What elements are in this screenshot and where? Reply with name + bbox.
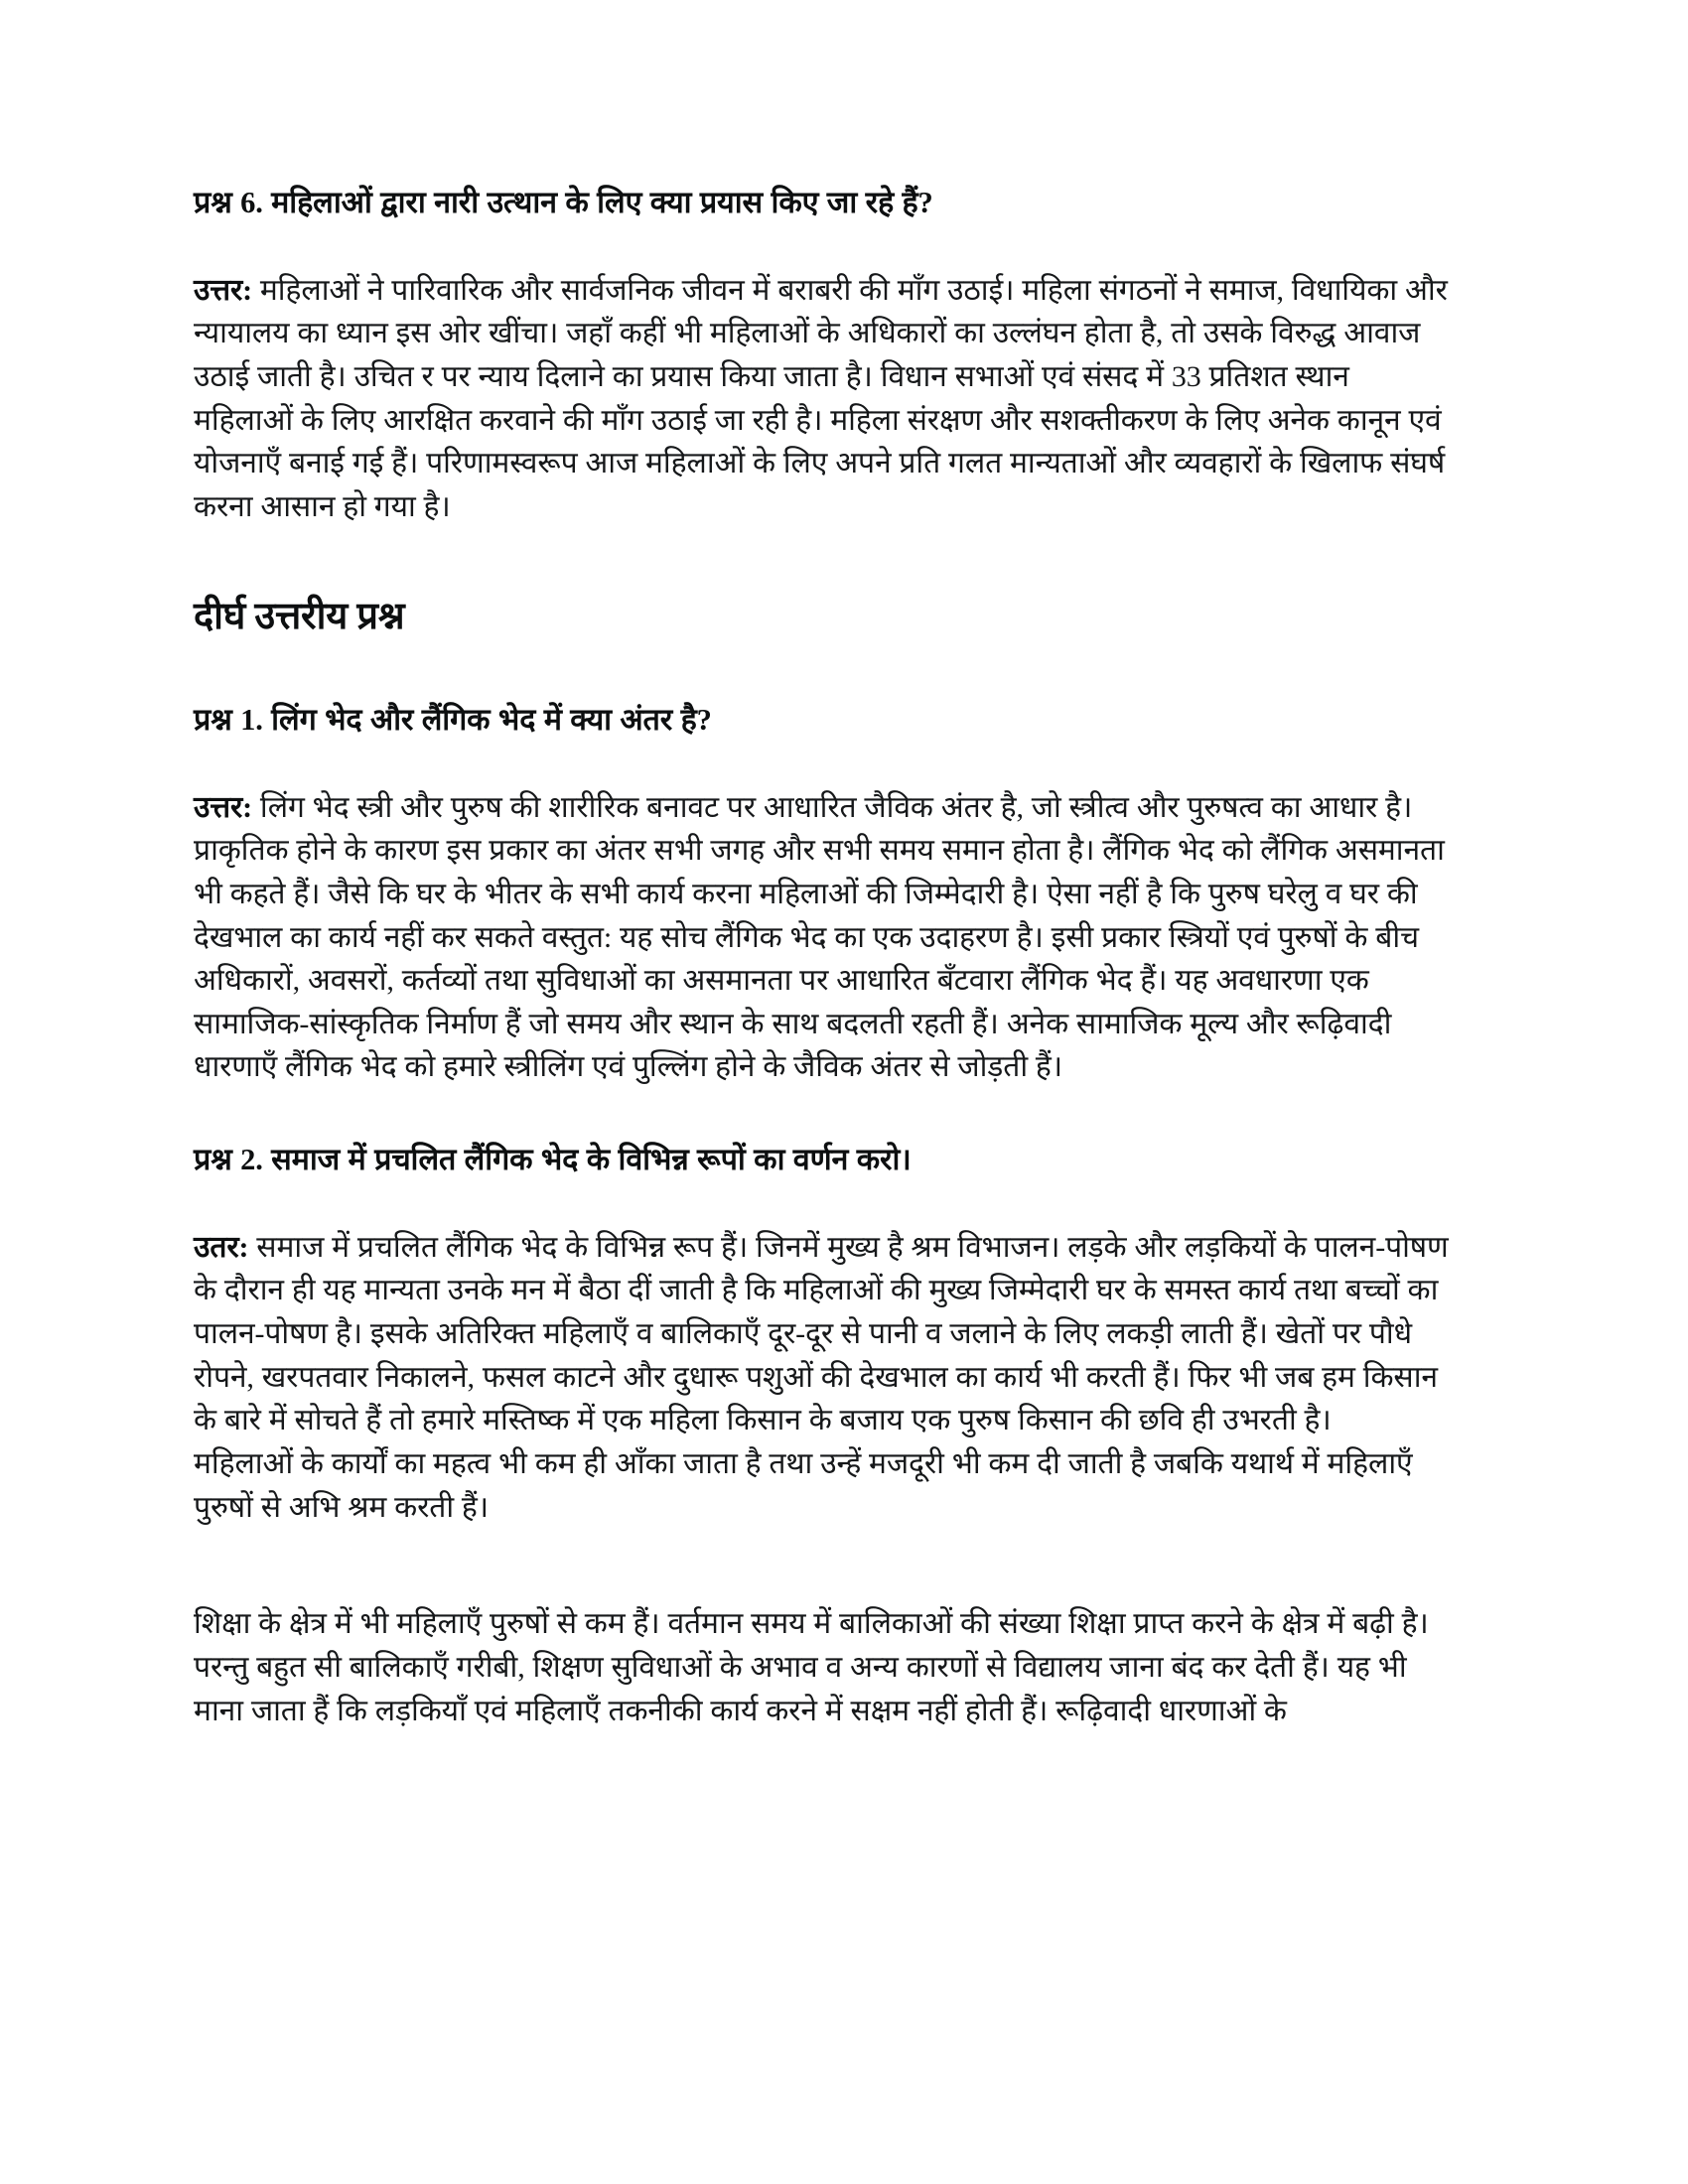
answer-1 [194, 786, 1450, 1089]
answer-6-label: उत्तर: [194, 273, 253, 307]
answer-2-label: उतर: [194, 1230, 249, 1264]
question-2-heading: प्रश्न 2. समाज में प्रचलित लैंगिक भेद के विभिन्न रूपों का वर्णन करो। [194, 1143, 912, 1177]
question-6-heading: प्रश्न 6. महिलाओं द्वारा नारी उत्थान के लिए क्या प्रयास किए जा रहे हैं? [194, 186, 933, 219]
answer-2-text: समाज में प्रचलित लैंगिक भेद के विभिन्न रूप हैं। जिनमें मुख्य है श्रम विभाजन। लड़के और लड़कियों के पालन-पोषण के दौरान ही यह मान्यता उनके मन में बैठा दीं जाती है कि महिलाओं की मुख्य जिम्मेदारी घर के समस्त कार्य तथा बच्चों का पालन-पोषण है। इसके अतिरिक्त महिलाएँ व बालिकाएँ दूर-दूर से पानी व जलाने के लिए लकड़ी लाती हैं। खेतों पर पौधे रोपने, खरपतवार निकालने, फसल काटने और दुधारू पशुओं की देखभाल का कार्य भी करती हैं। फिर भी जब हम किसान के बारे में सोचते हैं तो हमारे मस्तिष्क में एक महिला किसान के बजाय एक पुरुष किसान की छवि ही उभरती है। [194, 1230, 1449, 1437]
document-content [194, 184, 1450, 1732]
answer-6-text: महिलाओं ने पारिवारिक और सार्वजनिक जीवन में बराबरी की माँग उठाई। महिला संगठनों ने समाज, विधायिका और न्यायालय का ध्यान इस ओर खींचा। जहाँ कहीं भी महिलाओं के अधिकारों का उल्लंघन होता है, तो उसके विरुद्ध आवाज उठाई जाती है। उचित र पर न्याय दिलाने का प्रयास किया जाता है। विधान सभाओं एवं संसद में 33 प्रतिशत स्थान महिलाओं के लिए आरक्षित करवाने की माँग उठाई जा रही है। महिला संरक्षण और सशक्तीकरण के लिए अनेक कानून एवं योजनाएँ बनाई गई हैं। परिणामस्वरूप आज महिलाओं के लिए अपने प्रति गलत मान्यताओं और व्यवहारों के खिलाफ संघर्ष करना आसान हो गया है। [194, 273, 1448, 523]
answer-1-label: उत्तर: [194, 790, 253, 824]
paragraph-education: शिक्षा के क्षेत्र में भी महिलाएँ पुरुषों से कम हैं। वर्तमान समय में बालिकाओं की संख्या शिक्षा प्राप्त करने के क्षेत्र में बढ़ी है। परन्तु बहुत सी बालिकाएँ गरीबी, शिक्षण सुविधाओं के अभाव व अन्य कारणों से विद्यालय जाना बंद कर देती हैं। यह भी माना जाता हैं कि लड़कियाँ एवं महिलाएँ तकनीकी कार्य करने में सक्षम नहीं होती हैं। रूढ़िवादी धारणाओं के [194, 1607, 1429, 1727]
paragraph-spacer [194, 1576, 1450, 1602]
question-1-heading: प्रश्न 1. लिंग भेद और लैंगिक भेद में क्या अंतर है? [194, 702, 712, 737]
answer-2 [194, 1226, 1450, 1442]
section-heading-long-answer: दीर्घ उत्तरीय प्रश्न [194, 596, 405, 638]
answer-1-text: लिंग भेद स्त्री और पुरुष की शारीरिक बनावट पर आधारित जैविक अंतर है, जो स्त्रीत्व और पुरुषत्व का आधार है। प्राकृतिक होने के कारण इस प्रकार का अंतर सभी जगह और सभी समय समान होता है। लैंगिक भेद को लैंगिक असमानता भी कहते हैं। जैसे कि घर के भीतर के सभी कार्य करना महिलाओं की जिम्मेदारी है। ऐसा नहीं है कि पुरुष घरेलु व घर की देखभाल का कार्य नहीं कर सकते वस्तुत: यह सोच लैंगिक भेद का एक उदाहरण है। इसी प्रकार स्त्रियों एवं पुरुषों के बीच अधिकारों, अवसरों, कर्तव्यों तथा सुविधाओं का असमानता पर आधारित बँटवारा लैंगिक भेद हैं। यह अवधारणा एक सामाजिक-सांस्कृतिक निर्माण हैं जो समय और स्थान के साथ बदलती रहती हैं। अनेक सामाजिक मूल्य और रूढ़िवादी धारणाएँ लैंगिक भेद को हमारे स्त्रीलिंग एवं पुल्लिंग होने के जैविक अंतर से जोड़ती हैं। [194, 790, 1445, 1084]
answer-6 [194, 269, 1450, 529]
answer-2-continued: महिलाओं के कार्यों का महत्व भी कम ही आँका जाता है तथा उन्हें मजदूरी भी कम दी जाती है जबकि यथार्थ में महिलाएँ पुरुषों से अभि श्रम करती हैं। [194, 1446, 1413, 1524]
